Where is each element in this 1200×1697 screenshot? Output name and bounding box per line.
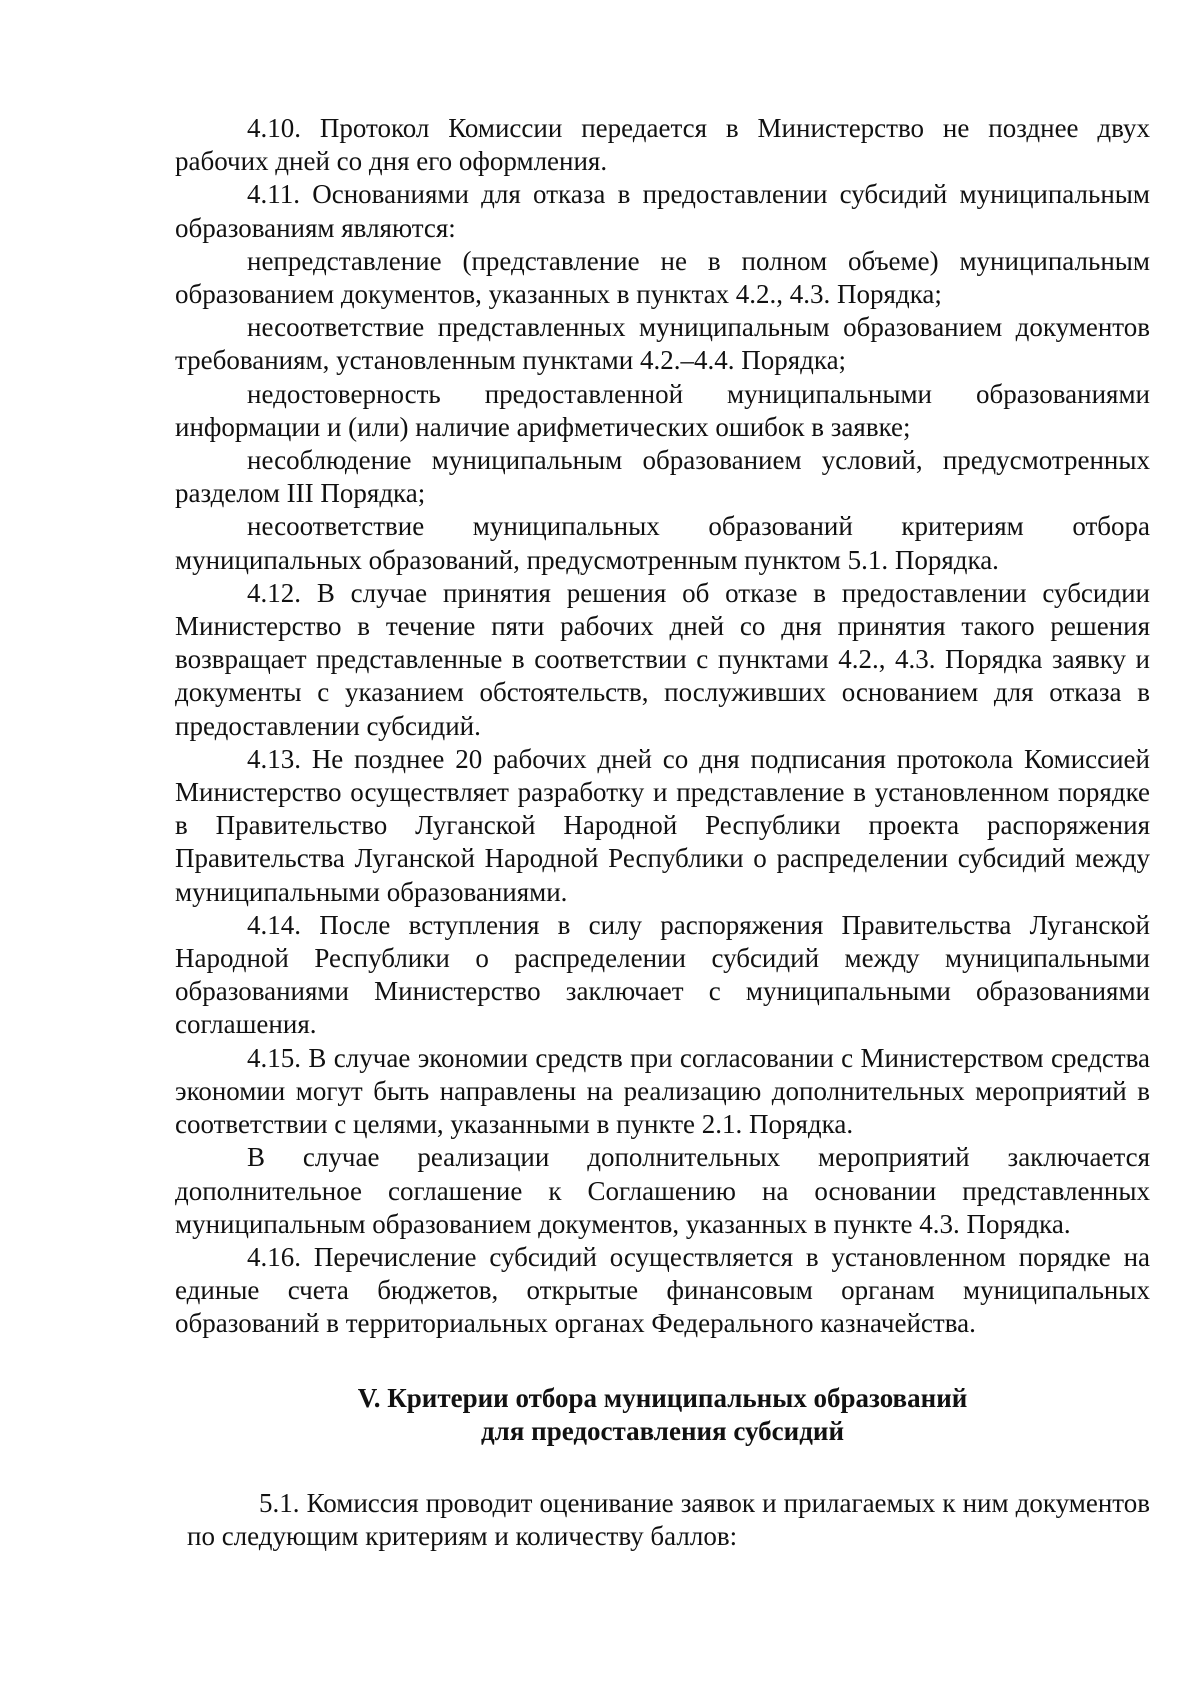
section-heading-line1: V. Критерии отбора муниципальных образований [357, 1382, 968, 1413]
paragraph-4-13: 4.13. Не позднее 20 рабочих дней со дня подписания протокола Комиссией Министерство осуществляет разработку и представление в установленном порядке в Правительство Луганской Народной Республики проекта распоряжения Правительства Луганской Народной Республики о распределении субсидий между муниципальными образованиями. [175, 743, 1150, 907]
list-item-unreliability: недостоверность предоставленной муниципальными образованиями информации и (или) наличие арифметических ошибок в заявке; [175, 378, 1150, 442]
paragraph-4-11: 4.11. Основаниями для отказа в предоставлении субсидий муниципальным образованиям являются: [175, 179, 1150, 243]
paragraph-4-15-continued: В случае реализации дополнительных мероприятий заключается дополнительное соглашение к Соглашению на основании представленных муниципальным образованием документов, указанных в пункте 4.3. Порядка. [175, 1142, 1150, 1239]
list-item-noncompliance-documents: несоответствие представленных муниципальным образованием документов требованиям, установленным пунктами 4.2.–4.4. Порядка; [175, 312, 1150, 376]
paragraph-4-10: 4.10. Протокол Комиссии передается в Министерство не позднее двух рабочих дней со дня его оформления. [175, 113, 1150, 177]
paragraph-4-16: 4.16. Перечисление субсидий осуществляется в установленном порядке на единые счета бюджетов, открытые финансовым органам муниципальных образований в территориальных органах Федерального казначейства. [175, 1241, 1150, 1339]
paragraph-5-1: 5.1. Комиссия проводит оценивание заявок и прилагаемых к ним документов по следующим критериям и количеству баллов: [187, 1487, 1150, 1551]
list-item-noncompliance-criteria: несоответствие муниципальных образований критериям отбора муниципальных образований, предусмотренным пунктом 5.1. Порядка. [175, 511, 1150, 575]
paragraph-4-14: 4.14. После вступления в силу распоряжения Правительства Луганской Народной Республики о распределении субсидий между муниципальными образованиями Министерство заключает с муниципальными образованиями соглашения. [175, 909, 1150, 1040]
paragraph-4-15: 4.15. В случае экономии средств при согласовании с Министерством средства экономии могут быть направлены на реализацию дополнительных мероприятий в соответствии с целями, указанными в пункте 2.1. Порядка. [175, 1042, 1150, 1140]
section-heading-line2: для предоставления субсидий [480, 1416, 844, 1447]
list-item-nonsubmission: непредставление (представление не в полном объеме) муниципальным образованием документов, указанных в пунктах 4.2., 4.3. Порядка; [175, 245, 1150, 310]
paragraph-4-12: 4.12. В случае принятия решения об отказе в предоставлении субсидии Министерство в течение пяти рабочих дней со дня принятия такого решения возвращает представленные в соответствии с пунктами 4.2., 4.3. Порядка заявку и документы с указанием обстоятельств, послуживших основанием для отказа в предоставлении субсидий. [175, 577, 1150, 741]
list-item-nonobservance: несоблюдение муниципальным образованием условий, предусмотренных разделом III Порядка; [175, 445, 1150, 509]
section-heading [175, 1382, 1150, 1449]
document-page [175, 112, 1150, 1553]
